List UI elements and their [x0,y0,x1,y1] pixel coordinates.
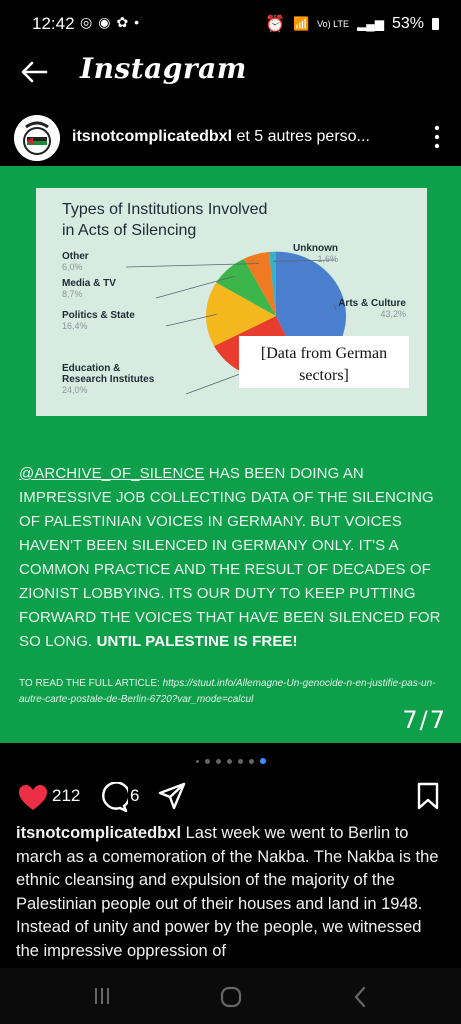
signal-icon: ▂▄▆ [357,17,384,31]
chart-note-line-1: [Data from German [260,345,388,362]
chart-card [36,188,427,416]
network-label: Vo) LTE [317,19,349,29]
wifi-icon: 📶 [292,16,310,31]
post-image[interactable] [0,166,461,743]
share-icon[interactable] [158,782,186,810]
chart-note-line-2: sectors] [299,367,349,384]
alarm-icon: ⏰ [265,16,285,33]
battery-text: 53% [391,15,424,32]
image-caption: @ARCHIVE_OF_SILENCE HAS BEEN DOING AN IMPRESSIVE JOB COLLECTING DATA OF THE SILENCING OF PALESTINIAN VOICES IN GERMANY. BUT VOICES HAVEN'T BEEN SILENCED IN GERMANY ONLY. IT'S A COMMON PRACTICE AND THE RESULT OF DECADES OF ZIONIST LOBBYING. ITS OUR DUTY TO KEEP PUTTING FORWARD THE VOICES THAT HAVE BEEN SILENCED FOR SO LONG. UNTIL PALESTINE IS FREE! [19,465,441,650]
carousel-dots [0,757,461,767]
status-time: 12:42 [32,14,75,33]
carousel-dot [216,759,221,764]
legend-label-politics-state: Politics & State [62,310,135,321]
legend-label-media-tv: Media & TV [62,278,116,289]
dot-icon: • [134,14,140,30]
post-header [0,115,461,165]
chart-title-line-2: in Acts of Silencing [62,222,197,239]
status-bar [0,0,461,48]
flower-notif-icon: ✿ [116,14,129,30]
archive-mention[interactable]: @ARCHIVE_OF_SILENCE [19,465,205,482]
data-label-education-research-institutes: 24,0% [62,385,88,395]
carousel-dot [205,759,210,764]
article-link: TO READ THE FULL ARTICLE: https://stuut.info/Allemagne-Un-genocide-n-en-justifie-pas-un-autre-carte-postale-de-Berlin-6720?var_mode=calcul [19,678,436,705]
like-heart-icon[interactable] [18,784,48,811]
more-options-icon[interactable] [433,125,441,149]
comment-count[interactable]: 6 [130,786,140,805]
back-nav-icon[interactable] [352,986,368,1008]
battery-icon [432,18,439,30]
recent-apps-icon[interactable] [92,986,112,1006]
status-right [265,14,439,34]
data-label-politics-state: 16,4% [62,321,88,331]
legend-label-other: Other [62,251,89,262]
like-count[interactable]: 212 [52,786,81,805]
comment-icon[interactable] [98,782,128,812]
article-url[interactable]: https://stuut.info/Allemagne-Un-genocide-n-en-justifie-pas-un-autre-carte-postale-de-Berlin-6720?var_mode=calcul [19,678,436,705]
messenger-notif-icon: ◉ [98,14,111,30]
data-label-unknown: 1,6% [317,254,338,264]
post-caption: itsnotcomplicatedbxl Last week we went to Berlin to march as a comemoration of the Nakba. The Nakba is the ethnic cleansing and expulsion of the majority of the Palestinian people out of their houses and land in 1948. Instead of unity and power by the people, we witnessed the impressive oppression of [16,824,439,960]
pie-chart [36,188,427,416]
chart-title-line-1: Types of Institutions Involved [62,201,268,218]
legend-label-arts-culture: Arts & Culture [338,298,406,309]
page-indicator: 7/7 [402,706,447,734]
instagram-notif-icon: ◎ [80,14,93,30]
legend-label-education-research-institutes: Research Institutes [62,374,155,385]
carousel-dot [227,759,232,764]
legend-label-unknown: Unknown [293,243,338,254]
system-nav-bar [0,968,461,1024]
post-actions [0,778,461,818]
back-arrow-icon[interactable] [18,58,50,86]
home-icon[interactable] [220,986,242,1008]
data-label-other: 6,0% [62,262,83,272]
top-bar [0,48,461,98]
status-notification-icons [80,14,139,31]
post-author[interactable]: itsnotcomplicatedbxl et 5 autres perso... [72,128,370,145]
legend-label-education-research-institutes: Education & [62,363,121,374]
carousel-dot [249,759,254,764]
carousel-dot-active [260,758,266,764]
app-title: Instagram [80,52,247,85]
data-label-media-tv: 8,7% [62,289,83,299]
avatar-image [14,115,60,161]
carousel-dot [238,759,243,764]
carousel-dot [196,760,199,763]
caption-author[interactable]: itsnotcomplicatedbxl [16,824,182,842]
bookmark-icon[interactable] [417,782,439,810]
data-label-arts-culture: 43,2% [380,309,406,319]
avatar[interactable] [14,115,60,161]
